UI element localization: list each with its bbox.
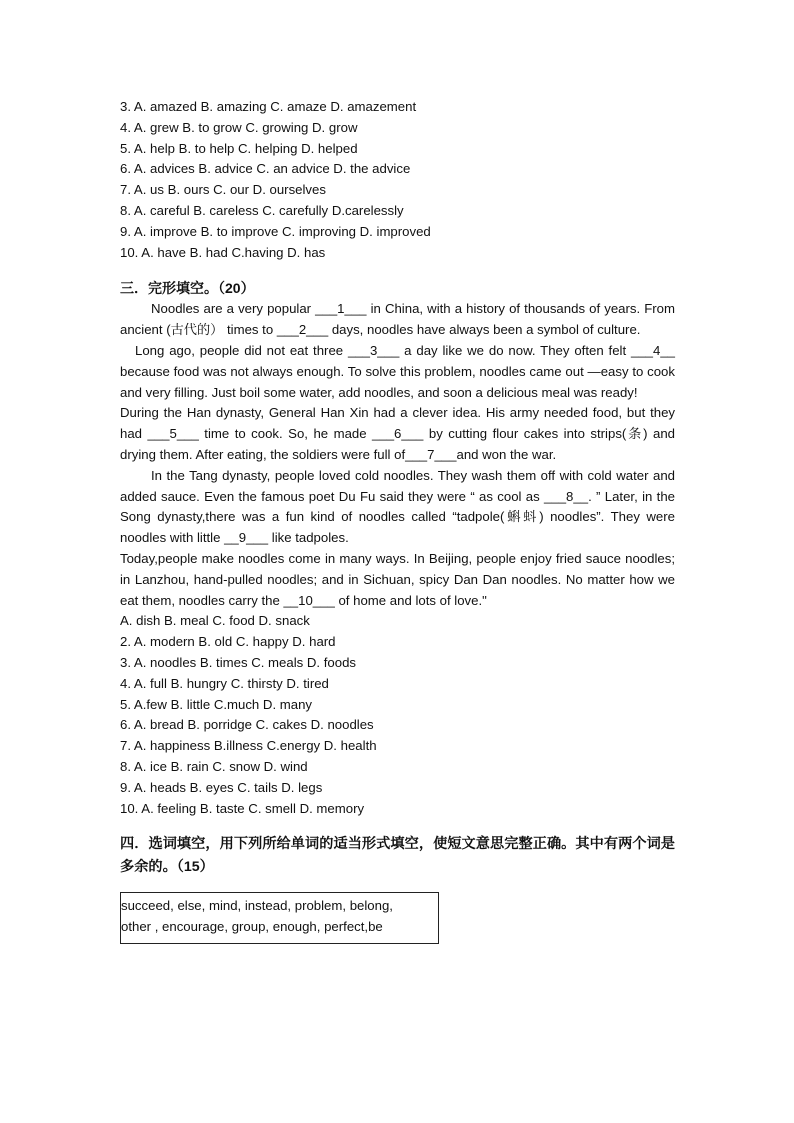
worksheet-page: [120, 97, 675, 944]
cloze-passage: [120, 299, 675, 611]
section4-heading: 四．选词填空，用下列所给单词的适当形式填空，使短文意思完整正确。其中有两个词是多余的。（15）: [120, 836, 675, 875]
passage-paragraph: Long ago, people did not eat three ___3___ a day like we do now. They often felt ___4__ because food was not always enough. To solve this problem, noodles came out —easy to cook and very filling. Just boil some water, add noodles, and soon a delicious meal was ready!: [120, 342, 675, 400]
word-box-line: other , encourage, group, enough, perfect,be: [121, 919, 383, 935]
option-line: 9. A. heads B. eyes C. tails D. legs: [120, 779, 323, 795]
option-line: 10. A. feeling B. taste C. smell D. memory: [120, 800, 365, 816]
options-list-section2: [120, 97, 675, 263]
option-line: 6. A. bread B. porridge C. cakes D. noodles: [120, 717, 374, 733]
option-line: 7. A. happiness B.illness C.energy D. health: [120, 738, 377, 754]
word-box-line: succeed, else, mind, instead, problem, belong,: [121, 898, 393, 914]
passage-paragraph: Today,people make noodles come in many ways. In Beijing, people enjoy fried sauce noodles; in Lanzhou, hand-pulled noodles; and in Sichuan, spicy Dan Dan noodles. No matter how we eat them, noodles carry the __10___ of home and lots of love.": [120, 550, 675, 608]
option-line: 2. A. modern B. old C. happy D. hard: [120, 634, 336, 650]
passage-paragraph: In the Tang dynasty, people loved cold noodles. They wash them off with cold water and added sauce. Even the famous poet Du Fu said they were “ as cool as ___8__. ” Later, in the Song dynasty,there was a fun kind of noodles called “tadpole(蝌蚪) noodles”. They were noodles with little __9___ like tadpoles.: [120, 467, 675, 546]
option-line: 7. A. us B. ours C. our D. ourselves: [120, 182, 326, 198]
option-line: 6. A. advices B. advice C. an advice D. the advice: [120, 161, 411, 177]
passage-paragraph: Noodles are a very popular ___1___ in China, with a history of thousands of years. From ancient (古代的） times to ___2___ days, noodles have always been a symbol of culture.: [120, 301, 675, 338]
option-line: 10. A. have B. had C.having D. has: [120, 244, 326, 260]
option-line: 8. A. careful B. careless C. carefully D.carelessly: [120, 202, 404, 218]
option-line: 4. A. full B. hungry C. thirsty D. tired: [120, 675, 329, 691]
passage-paragraph: During the Han dynasty, General Han Xin had a clever idea. His army needed food, but they had ___5___ time to cook. So, he made ___6___ by cutting flour cakes into strips(条) and drying them. After eating, the soldiers were full of___7___and won the war.: [120, 405, 675, 462]
option-line: 4. A. grew B. to grow C. growing D. grow: [120, 119, 358, 135]
option-line: 9. A. improve B. to improve C. improving D. improved: [120, 223, 431, 239]
option-line: 3. A. noodles B. times C. meals D. foods: [120, 654, 357, 670]
options-list-section3: [120, 611, 675, 819]
option-line: 8. A. ice B. rain C. snow D. wind: [120, 758, 308, 774]
option-line: 3. A. amazed B. amazing C. amaze D. amazement: [120, 99, 417, 114]
section3-heading: 三．完形填空。（20）: [120, 280, 255, 297]
option-line: A. dish B. meal C. food D. snack: [120, 613, 310, 629]
word-box: [120, 892, 439, 944]
option-line: 5. A.few B. little C.much D. many: [120, 696, 313, 712]
option-line: 5. A. help B. to help C. helping D. helped: [120, 140, 358, 156]
